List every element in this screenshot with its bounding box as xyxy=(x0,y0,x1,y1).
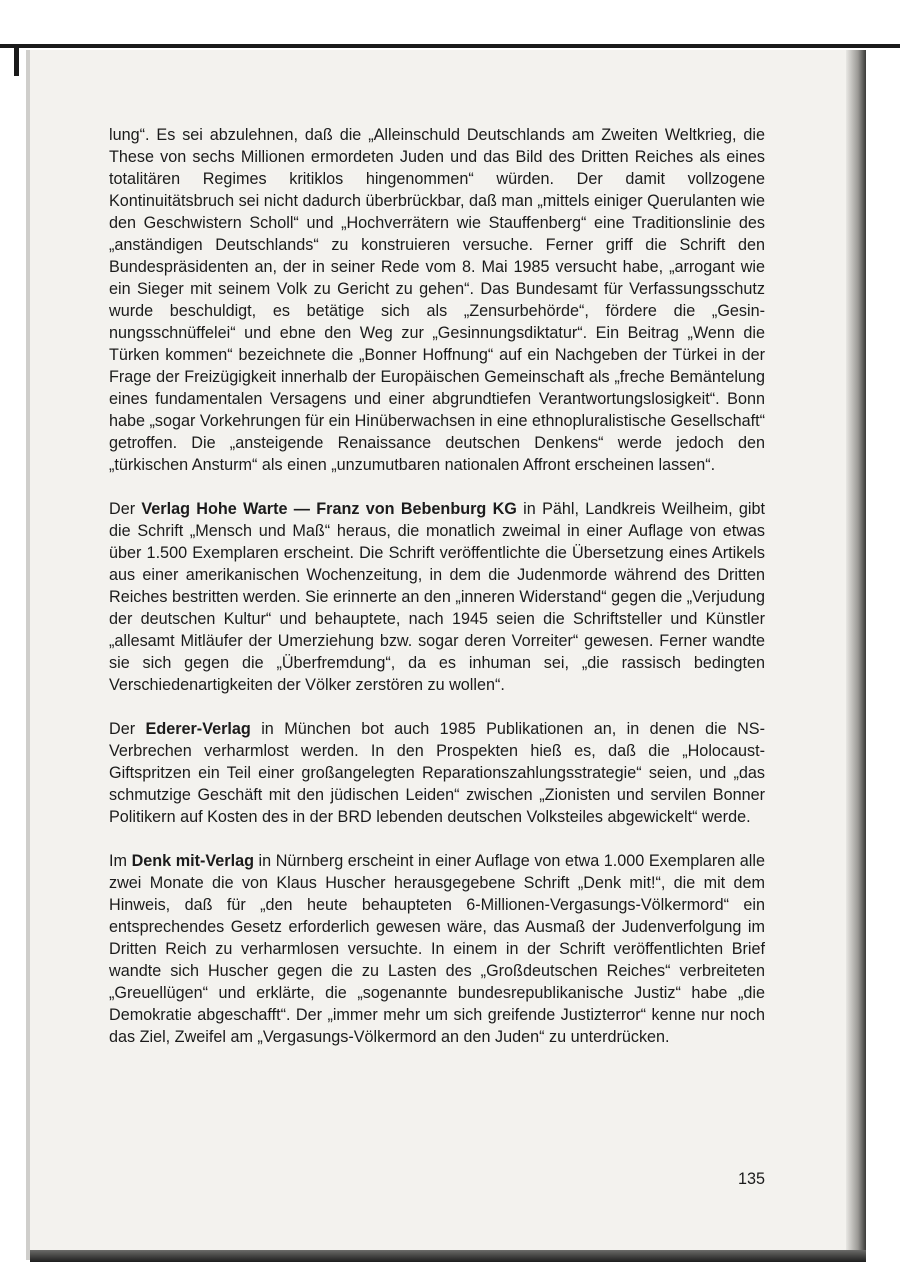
text-run: Der xyxy=(109,500,142,518)
scan-top-edge xyxy=(0,44,900,48)
publisher-name: Verlag Hohe Warte — Franz von Bebenburg KG xyxy=(141,500,517,518)
page-right-edge-shadow xyxy=(846,50,866,1260)
paragraph xyxy=(109,124,765,476)
scan-corner-mark xyxy=(14,44,19,76)
text-run: in Nürnberg erscheint in einer Auflage von etwa 1.000 Exemplaren alle zwei Monate die von Klaus Huscher herausgegebene Schrift „Denk mit!“, die mit dem Hinweis, daß für „den heute behaupteten 6-Millionen-Vergasungs-Völkermord“ ein entsprechendes Gesetz erforderlich gewesen wäre, das Ausmaß der Judenverfolgung im Dritten Reich zu verharmlosen versuchte. In einem in der Schrift veröffentlichten Brief wandte sich Huscher gegen die zu Lasten des „Großdeutschen Reiches“ verbreiteten „Greuellügen“ und erklärte, die „sogenannte bundesrepublikanische Justiz“ habe „die Demokratie abgeschafft“. Der „immer mehr um sich greifende Justizterror“ kenne nur noch das Ziel, Zweifel am „Vergasungs-Völkermord an den Juden“ zu unterdrücken. xyxy=(109,852,765,1046)
text-run: Im xyxy=(109,852,132,870)
text-run: in München bot auch 1985 Publikationen an, in denen die NS-Verbrechen verharmlost werden. In den Prospekten hieß es, daß die „Holocaust-Giftspritzen ein Teil einer großangelegten Reparationszahlungsstrategie“ seien, und „das schmutzige Geschäft mit den jüdischen Leiden“ zwischen „Zionisten und servilen Bonner Politikern auf Kosten des in der BRD lebenden deutschen Volksteiles abgewickelt“ werde. xyxy=(109,720,765,826)
publisher-name: Denk mit-Verlag xyxy=(131,852,254,870)
page-left-edge xyxy=(26,50,30,1260)
body-text xyxy=(109,124,765,1048)
text-run: in Pähl, Landkreis Weilheim, gibt die Schrift „Mensch und Maß“ heraus, die monatlich zweimal in einer Auflage von etwas über 1.500 Exemplaren erscheint. Die Schrift veröffentlichte die Übersetzung eines Artikels aus einer amerikanischen Wochenzeitung, in dem die Judenmorde während des Dritten Reiches bestritten werden. Sie erinnerte an den „inneren Widerstand“ gegen die „Verjudung der deutschen Kultur“ und behauptete, nach 1945 seien die Schriftsteller und Künstler „allesamt Mitläufer der Umerziehung bzw. sogar deren Vorreiter“ gewesen. Ferner wandte sie sich gegen die „Überfremdung“, da es inhuman sei, „die rassisch bedingten Verschiedenartigkeiten der Völker zerstören zu wollen“. xyxy=(109,500,765,694)
page-number: 135 xyxy=(737,1170,765,1188)
paragraph xyxy=(109,850,765,1048)
paragraph xyxy=(109,718,765,828)
publisher-name: Ederer-Verlag xyxy=(145,720,251,738)
page-bottom-edge-shadow xyxy=(30,1250,866,1262)
text-run: Der xyxy=(109,720,146,738)
text-run: lung“. Es sei abzulehnen, daß die „Alleinschuld Deutschlands am Zweiten Weltkrieg, die These von sechs Millionen ermordeten Juden und das Bild des Dritten Reiches als eines totalitären Regimes kritiklos hingenommen“ würden. Der damit vollzogene Kontinuitätsbruch sei nicht dadurch überbrückbar, daß man „mittels einiger Querulanten wie den Geschwistern Scholl“ und „Hochverrätern wie Stauffenberg“ eine Traditionslinie des „anständigen Deutschlands“ zu konstruieren versuche. Ferner griff die Schrift den Bundespräsidenten an, der in seiner Rede vom 8. Mai 1985 versucht habe, „arrogant wie ein Sieger mit seinem Volk zu Gericht zu gehen“. Das Bundesamt für Verfassungsschutz wurde beschuldigt, es betätige sich als „Zensurbehörde“, fördere die „Gesinnungsschnüffelei“ und ebne den Weg zur „Gesinnungsdiktatur“. Ein Beitrag „Wenn die Türken kommen“ bezeichnete die „Bonner Hoffnung“ auf ein Nachgeben der Türkei in der Frage der Freizügigkeit innerhalb der Europäischen Gemeinschaft als „freche Bemäntelung eines fundamentalen Versagens und einer abgrundtiefen Verantwortungslosigkeit“. Bonn habe „sogar Vorkehrungen für ein Hinüberwachsen in eine ethnopluralistische Gesellschaft“ getroffen. Die „ansteigende Renaissance deutschen Denkens“ werde jedoch den „türkischen Ansturm“ als einen „unzumutbaren nationalen Affront erscheinen lassen“. xyxy=(109,126,765,474)
paragraph xyxy=(109,498,765,696)
